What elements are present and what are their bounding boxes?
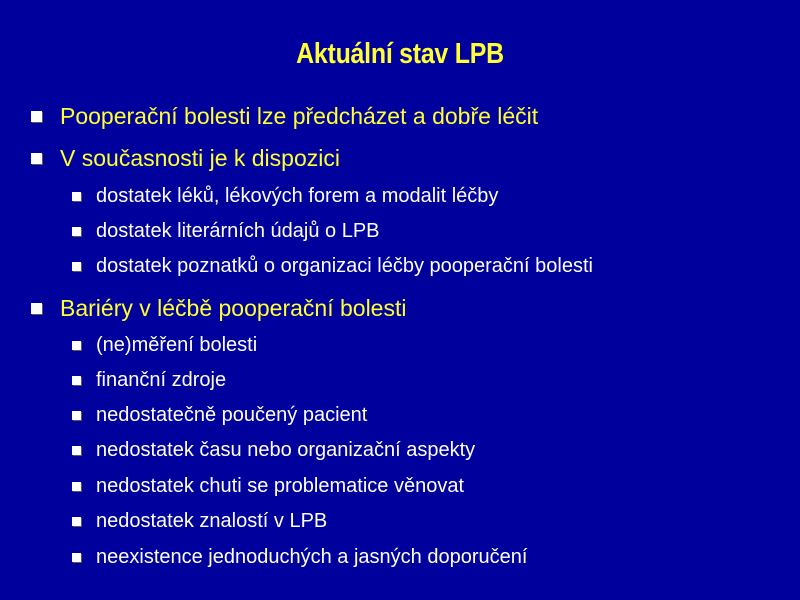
- square-bullet-icon: [72, 553, 81, 562]
- bullet-text: finanční zdroje: [96, 369, 227, 391]
- square-bullet-icon: [31, 111, 42, 122]
- square-bullet-icon: [72, 192, 81, 201]
- bullet-text: dostatek léků, lékových forem a modalit léčby: [96, 185, 499, 207]
- bullet-text: Bariéry v léčbě pooperační bolesti: [60, 295, 407, 321]
- bullet-item-level1: [60, 102, 538, 130]
- bullet-item-level2: [96, 333, 257, 357]
- bullet-text: nedostatek znalostí v LPB: [96, 510, 328, 532]
- bullet-text: nedostatek chuti se problematice věnovat: [96, 475, 464, 497]
- bullet-item-level2: [96, 403, 367, 427]
- bullet-text: (ne)měření bolesti: [96, 334, 258, 356]
- square-bullet-icon: [72, 446, 81, 455]
- bullet-item-level2: [96, 474, 464, 498]
- bullet-text: nedostatečně poučený pacient: [96, 404, 368, 426]
- bullet-item-level2: [96, 219, 380, 243]
- bullet-item-level1: [60, 294, 406, 322]
- square-bullet-icon: [31, 303, 42, 314]
- bullet-item-level2: [96, 184, 498, 208]
- bullet-text: dostatek poznatků o organizaci léčby pooperační bolesti: [96, 255, 593, 277]
- square-bullet-icon: [72, 517, 81, 526]
- square-bullet-icon: [72, 262, 81, 271]
- square-bullet-icon: [72, 482, 81, 491]
- bullet-text: neexistence jednoduchých a jasných doporučení: [96, 546, 528, 568]
- bullet-text: V současnosti je k dispozici: [60, 145, 340, 171]
- bullet-text: dostatek literárních údajů o LPB: [96, 220, 380, 242]
- bullet-text: Pooperační bolesti lze předcházet a dobře léčit: [60, 103, 539, 129]
- square-bullet-icon: [72, 376, 81, 385]
- square-bullet-icon: [72, 411, 81, 420]
- bullet-item-level2: [96, 368, 226, 392]
- bullet-item-level2: [96, 254, 593, 278]
- bullet-item-level2: [96, 545, 527, 569]
- square-bullet-icon: [72, 227, 81, 236]
- bullet-item-level1: [60, 144, 340, 172]
- square-bullet-icon: [31, 153, 42, 164]
- slide-title: Aktuální stav LPB: [296, 38, 504, 70]
- bullet-item-level2: [96, 509, 327, 533]
- bullet-item-level2: [96, 438, 475, 462]
- bullet-text: nedostatek času nebo organizační aspekty: [96, 439, 476, 461]
- square-bullet-icon: [72, 341, 81, 350]
